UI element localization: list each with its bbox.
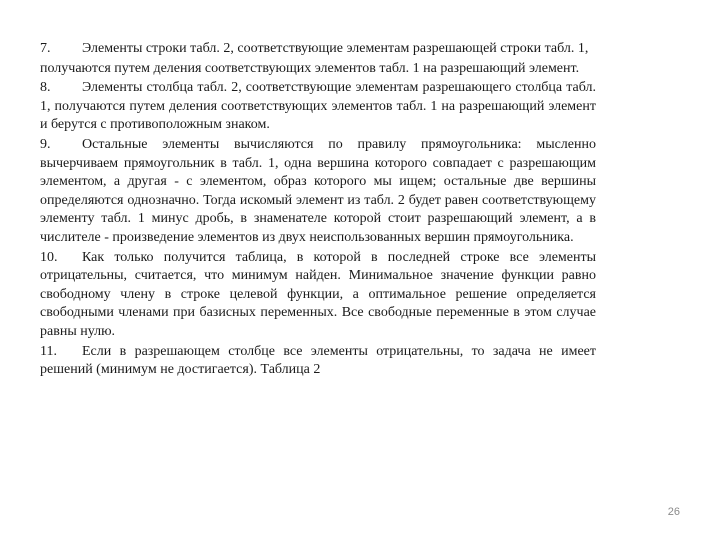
paragraph-text: Элементы столбца табл. 2, соответствующие элементам разрешающего столбца табл. 1, получаются путем деления соответствующих элементов табл. 1 на разрешающий элемент и берутся с противоположным знаком.: [40, 80, 596, 133]
paragraph-number: 11.: [40, 343, 57, 359]
paragraph-text: Если в разрешающем столбце все элементы отрицательны, то задача не имеет решений (минимум не достигается). Таблица 2: [40, 343, 596, 378]
paragraph-11: [40, 343, 596, 380]
paragraph-8: [40, 79, 596, 135]
paragraph-9: [40, 136, 596, 248]
paragraph-text: Остальные элементы вычисляются по правилу прямоугольника: мысленно вычерчиваем прямоугольник в табл. 1, одна вершина которого совпадает с разрешающим элементом, а другая - с элементом, образ которого мы ищем; остальные две вершины определяются однозначно. Тогда искомый элемент из табл. 2 будет равен соответствующему элементу табл. 1 минус дробь, в знаменателе которой стоит разрешающий элемент, а в числителе - произведение элементов из двух неиспользованных вершин прямоугольника.: [40, 136, 596, 245]
paragraph-number: 8.: [40, 80, 51, 96]
text-content: [40, 40, 596, 381]
paragraph-text: Элементы строки табл. 2, соответствующие элементам разрешающей строки табл. 1,: [82, 41, 589, 56]
paragraph-text: Как только получится таблица, в которой в последней строке все элементы отрицательны, считается, что минимум найден. Минимальное значение функции равно свободному члену в строке целевой функции, а оптимальное решение определяется свободными членами при базисных переменных. Все свободные переменные в этом случае равны нулю.: [40, 249, 596, 339]
paragraph-number: 7.: [40, 41, 51, 56]
paragraph-number: 10.: [40, 249, 58, 265]
paragraph-7-continued: [40, 60, 596, 79]
paragraph-7: [40, 40, 596, 59]
page-number: 26: [667, 506, 680, 518]
paragraph-10: [40, 249, 596, 342]
paragraph-number: 9.: [40, 136, 51, 152]
paragraph-text: получаются путем деления соответствующих элементов табл. 1 на разрешающий элемент.: [40, 60, 580, 76]
